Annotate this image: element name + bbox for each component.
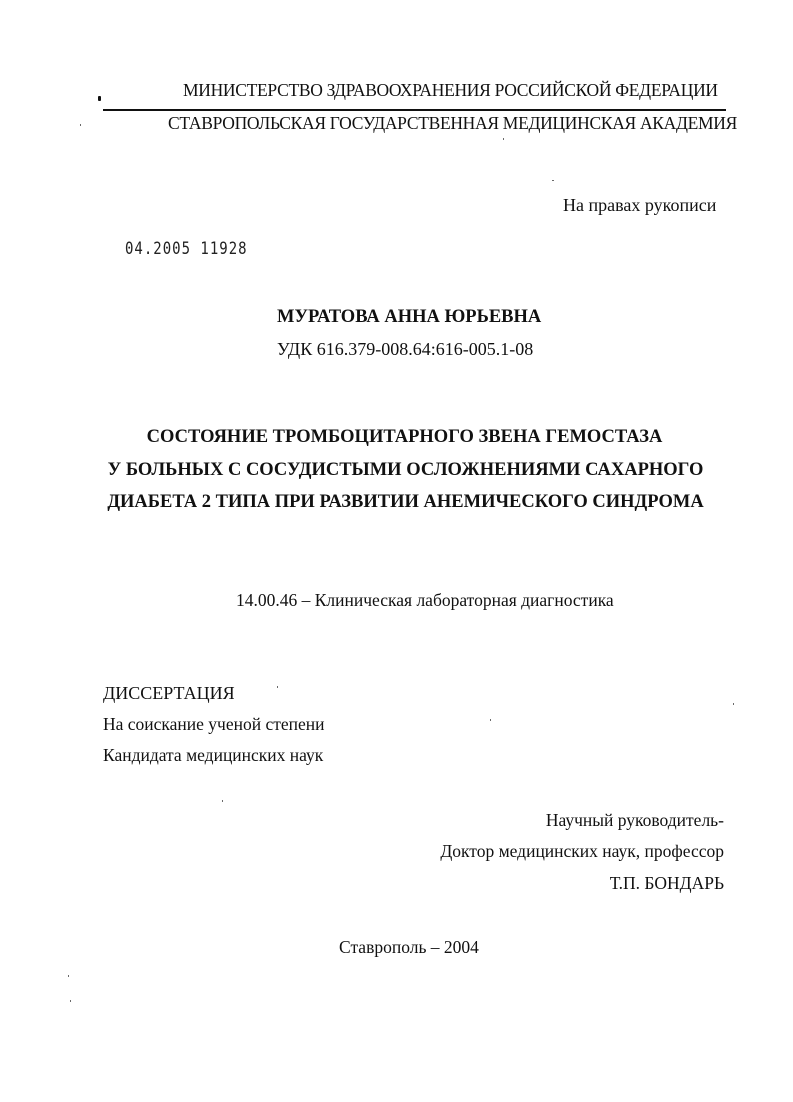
scan-speck (277, 686, 278, 688)
library-stamp-number: 04.2005 11928 (125, 239, 248, 259)
author-name: МУРАТОВА АННА ЮРЬЕВНА (277, 307, 542, 327)
academy-heading: СТАВРОПОЛЬСКАЯ ГОСУДАРСТВЕННАЯ МЕДИЦИНСКАЯ АКАДЕМИЯ (168, 113, 738, 133)
thesis-title-line-1: СОСТОЯНИЕ ТРОМБОЦИТАРНОГО ЗВЕНА ГЕМОСТАЗА (146, 427, 663, 447)
specialty-code: 14.00.46 – Клиническая лабораторная диагностика (236, 590, 614, 610)
ministry-heading: МИНИСТЕРСТВО ЗДРАВООХРАНЕНИЯ РОССИЙСКОЙ ФЕДЕРАЦИИ (183, 80, 718, 100)
manuscript-rights-note: На правах рукописи (563, 195, 717, 215)
thesis-title-line-2: У БОЛЬНЫХ С СОСУДИСТЫМИ ОСЛОЖНЕНИЯМИ САХАРНОГО (107, 460, 704, 480)
supervisor-title: Доктор медицинских наук, профессор (440, 841, 724, 861)
thesis-title-line-3: ДИАБЕТА 2 ТИПА ПРИ РАЗВИТИИ АНЕМИЧЕСКОГО СИНДРОМА (107, 492, 704, 512)
header-divider (103, 109, 726, 111)
scan-speck (490, 719, 491, 721)
scan-speck (70, 1000, 71, 1002)
scan-speck (80, 124, 81, 126)
dissertation-label: ДИССЕРТАЦИЯ (103, 683, 235, 703)
degree-line-2: Кандидата медицинских наук (103, 745, 324, 765)
supervisor-role: Научный руководитель- (545, 810, 724, 830)
place-year: Ставрополь – 2004 (339, 937, 479, 957)
scan-speck (503, 138, 504, 140)
scan-speck (222, 800, 223, 802)
scan-speck (98, 96, 101, 101)
scan-speck (68, 975, 69, 977)
degree-line-1: На соискание ученой степени (103, 714, 325, 734)
scan-speck (733, 703, 734, 705)
scan-speck (552, 180, 554, 181)
supervisor-name: Т.П. БОНДАРЬ (609, 873, 724, 893)
udc-code: УДК 616.379-008.64:616-005.1-08 (277, 339, 534, 359)
